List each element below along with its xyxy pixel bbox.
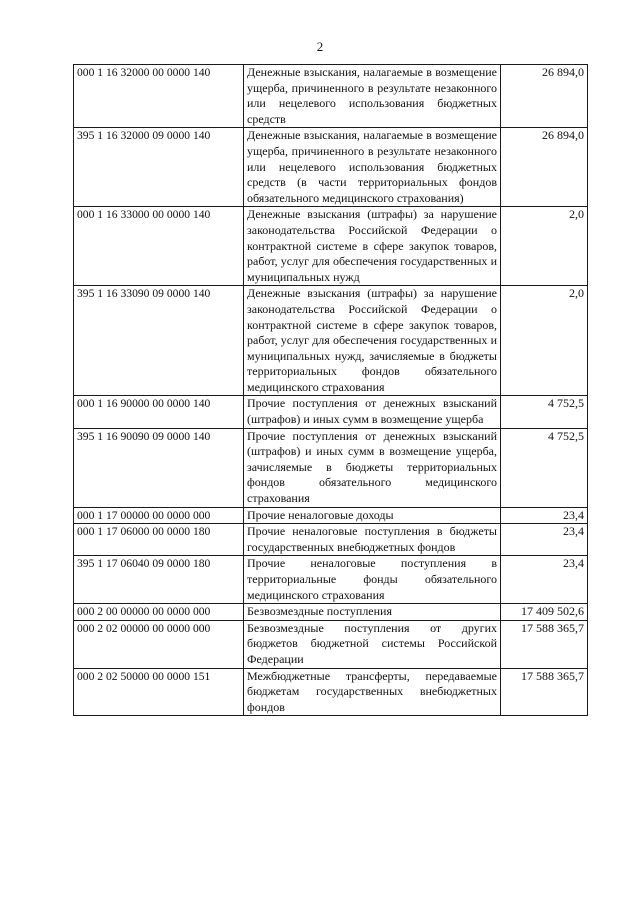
row-code: 000 2 00 00000 00 0000 000 [74, 604, 244, 621]
row-code: 000 1 16 33000 00 0000 140 [74, 207, 244, 286]
table-row [74, 128, 588, 207]
row-amount: 17 409 502,6 [501, 604, 588, 621]
row-amount: 2,0 [501, 207, 588, 286]
table-row [74, 507, 588, 524]
row-code: 000 2 02 50000 00 0000 151 [74, 668, 244, 716]
row-description: Прочие неналоговые поступления в территориальные фонды обязательного медицинского страхования [244, 556, 501, 604]
row-description: Прочие поступления от денежных взысканий (штрафов) и иных сумм в возмещение ущерба, зачисляемые в бюджеты территориальных фондов обязательного медицинского страхования [244, 428, 501, 507]
row-description: Безвозмездные поступления от других бюджетов бюджетной системы Российской Федерации [244, 620, 501, 668]
row-description: Денежные взыскания, налагаемые в возмещение ущерба, причиненного в результате незаконного или нецелевого использования бюджетных средств (в части территориальных фондов обязательного медицинского страхования) [244, 128, 501, 207]
table-row [74, 286, 588, 396]
row-amount: 23,4 [501, 524, 588, 556]
budget-revenue-table [73, 64, 588, 716]
row-description: Прочие неналоговые поступления в бюджеты государственных внебюджетных фондов [244, 524, 501, 556]
row-amount: 26 894,0 [501, 128, 588, 207]
row-description: Безвозмездные поступления [244, 604, 501, 621]
row-code: 395 1 17 06040 09 0000 180 [74, 556, 244, 604]
row-amount: 17 588 365,7 [501, 620, 588, 668]
row-description: Межбюджетные трансферты, передаваемые бюджетам государственных внебюджетных фондов [244, 668, 501, 716]
row-amount: 17 588 365,7 [501, 668, 588, 716]
row-amount: 26 894,0 [501, 65, 588, 128]
row-code: 395 1 16 33090 09 0000 140 [74, 286, 244, 396]
row-amount: 23,4 [501, 507, 588, 524]
row-description: Денежные взыскания (штрафы) за нарушение законодательства Российской Федерации о контрактной системе в сфере закупок товаров, работ, услуг для обеспечения государственных и муниципальных нужд, зачисляемые в бюджеты территориальных фондов обязательного медицинского страхования [244, 286, 501, 396]
row-code: 000 1 17 06000 00 0000 180 [74, 524, 244, 556]
table-row [74, 207, 588, 286]
table-row [74, 524, 588, 556]
table-row [74, 620, 588, 668]
table-row [74, 396, 588, 428]
row-amount: 4 752,5 [501, 396, 588, 428]
row-code: 395 1 16 32000 09 0000 140 [74, 128, 244, 207]
row-code: 395 1 16 90090 09 0000 140 [74, 428, 244, 507]
table-row [74, 428, 588, 507]
row-description: Прочие неналоговые доходы [244, 507, 501, 524]
table-row [74, 668, 588, 716]
row-code: 000 1 16 90000 00 0000 140 [74, 396, 244, 428]
row-code: 000 1 17 00000 00 0000 000 [74, 507, 244, 524]
page-number: 2 [316, 39, 324, 54]
row-description: Денежные взыскания, налагаемые в возмещение ущерба, причиненного в результате незаконного или нецелевого использования бюджетных средств [244, 65, 501, 128]
row-code: 000 1 16 32000 00 0000 140 [74, 65, 244, 128]
row-description: Денежные взыскания (штрафы) за нарушение законодательства Российской Федерации о контрактной системе в сфере закупок товаров, работ, услуг для обеспечения государственных и муниципальных нужд [244, 207, 501, 286]
row-code: 000 2 02 00000 00 0000 000 [74, 620, 244, 668]
row-amount: 2,0 [501, 286, 588, 396]
row-description: Прочие поступления от денежных взысканий (штрафов) и иных сумм в возмещение ущерба [244, 396, 501, 428]
table-row [74, 556, 588, 604]
row-amount: 4 752,5 [501, 428, 588, 507]
table-row [74, 65, 588, 128]
row-amount: 23,4 [501, 556, 588, 604]
table-row [74, 604, 588, 621]
